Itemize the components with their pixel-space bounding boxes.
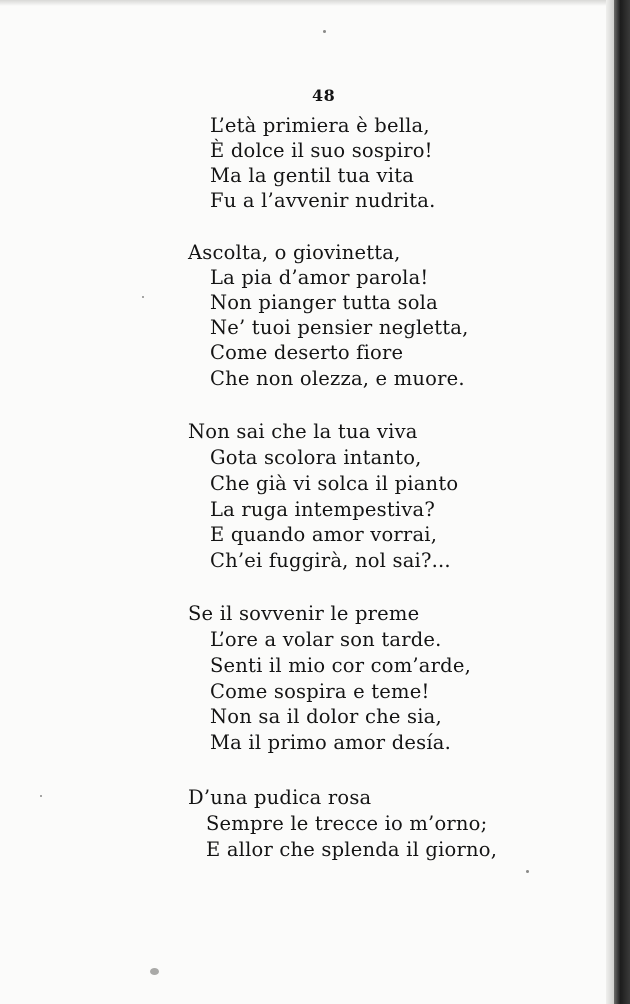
- scan-speck: [323, 30, 326, 33]
- poem-line: Ne’ tuoi pensier negletta,: [210, 316, 469, 339]
- scan-speck: [150, 968, 159, 975]
- binding-edge: [614, 0, 630, 1004]
- page-number: 48: [312, 86, 336, 105]
- scan-speck: [526, 870, 529, 873]
- poem-line: La ruga intempestiva?: [210, 498, 436, 521]
- page-top-shadow: [0, 0, 630, 6]
- poem-line: La pia d’amor parola!: [210, 266, 429, 289]
- poem-line: Gota scolora intanto,: [210, 446, 422, 469]
- poem-line: Che non olezza, e muore.: [210, 367, 465, 390]
- poem-line: Ascolta, o giovinetta,: [188, 241, 401, 264]
- scan-speck: [40, 795, 42, 797]
- poem-line: L’età primiera è bella,: [210, 114, 430, 137]
- poem-line: Senti il mio cor com’arde,: [210, 654, 471, 677]
- poem-line: L’ore a volar son tarde.: [210, 628, 442, 651]
- poem-line: E quando amor vorrai,: [210, 523, 438, 546]
- poem-line: Come sospira e teme!: [210, 680, 430, 703]
- poem-line: Come deserto fiore: [210, 341, 404, 364]
- poem-line: Non sa il dolor che sia,: [210, 705, 442, 728]
- poem-line: D’una pudica rosa: [188, 786, 372, 809]
- poem-line: Se il sovvenir le preme: [188, 602, 420, 625]
- poem-line: Ma la gentil tua vita: [210, 164, 415, 187]
- poem-line: Fu a l’avvenir nudrita.: [210, 189, 436, 212]
- poem-line: Non sai che la tua viva: [188, 420, 418, 443]
- poem-line: Ch’ei fuggirà, nol sai?...: [210, 549, 451, 572]
- poem-line: È dolce il suo sospiro!: [210, 139, 433, 162]
- poem-line: Ma il primo amor desía.: [210, 731, 451, 754]
- scan-speck: [142, 296, 144, 298]
- poem-line: Sempre le trecce io m’orno;: [206, 812, 488, 835]
- poem-line: Non pianger tutta sola: [210, 291, 438, 314]
- poem-line: E allor che splenda il giorno,: [206, 838, 498, 861]
- poem-line: Che già vi solca il pianto: [210, 472, 459, 495]
